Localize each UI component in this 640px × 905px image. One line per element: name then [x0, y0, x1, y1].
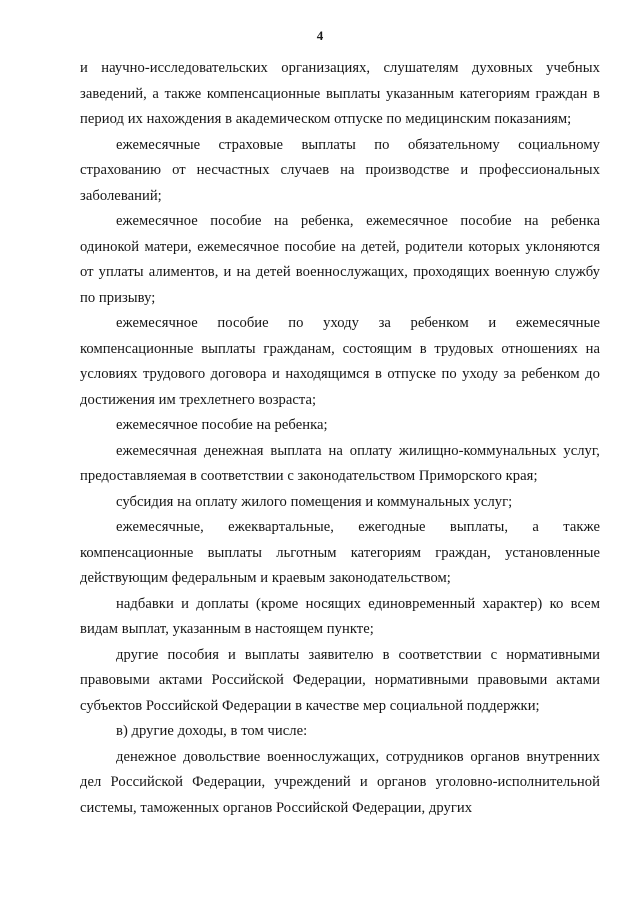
paragraph-continuation: и научно-исследовательских организациях, слушателям духовных учебных заведений, а также компенсационные выплаты указанным категориям граждан в период их нахождения в академическом отпуске по медицинским показаниям; — [80, 60, 600, 127]
paragraph-housing-payment: ежемесячная денежная выплата на оплату жилищно-коммунальных услуг, предоставляемая в соответствии с законодательством Приморского края; — [80, 442, 600, 484]
paragraph-monthly-child-allowance: ежемесячное пособие на ребенка; — [116, 417, 328, 433]
paragraph-housing-subsidy: субсидия на оплату жилого помещения и коммунальных услуг; — [116, 493, 513, 510]
paragraph-insurance-payments: ежемесячные страховые выплаты по обязательному социальному страхованию от несчастных случаев на производстве и профессиональных заболеваний; — [80, 136, 600, 204]
paragraph-other-benefits: другие пособия и выплаты заявителю в соответствии с нормативными правовыми актами Российской Федерации, нормативными правовыми актами субъектов Российской Федерации в качестве мер социальной поддержки; — [80, 646, 600, 714]
page-number: 4 — [316, 28, 324, 43]
paragraph-supplements: надбавки и доплаты (кроме носящих единовременный характер) ко всем видам выплат, указанным в настоящем пункте; — [80, 595, 600, 637]
document-body — [80, 56, 600, 821]
paragraph-periodic-payments: ежемесячные, ежеквартальные, ежегодные выплаты, а также компенсационные выплаты льготным категориям граждан, установленные действующим федеральным и краевым законодательством; — [80, 519, 600, 586]
paragraph-childcare-allowance: ежемесячное пособие по уходу за ребенком и ежемесячные компенсационные выплаты гражданам, состоящим в трудовых отношениях на условиях трудового договора и находящимся в отпуске по уходу за ребенком до достижения им трехлетнего возраста; — [80, 315, 600, 408]
paragraph-other-income-heading: в) другие доходы, в том числе: — [116, 723, 308, 739]
paragraph-monetary-allowance: денежное довольствие военнослужащих, сотрудников органов внутренних дел Российской Федерации, учреждений и органов уголовно-исполнительной системы, таможенных органов Российской Федерации, других — [80, 748, 600, 816]
paragraph-child-benefits: ежемесячное пособие на ребенка, ежемесячное пособие на ребенка одинокой матери, ежемесячное пособие на детей, родители которых уклоняются от уплаты алиментов, и на детей военнослужащих, проходящих военную службу по призыву; — [80, 213, 600, 306]
